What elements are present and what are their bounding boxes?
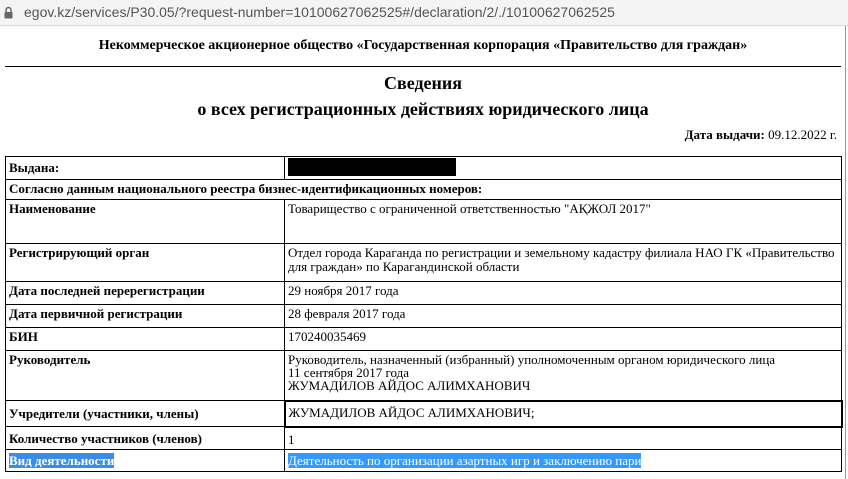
- row-value: ЖУМАДИЛОВ АЙДОС АЛИМХАНОВИЧ;: [285, 401, 842, 427]
- row-label: Наименование: [6, 200, 285, 244]
- declaration-document: [5, 26, 843, 479]
- row-label: Дата последней перерегистрации: [6, 282, 285, 305]
- row-value: 170240035469: [285, 328, 842, 351]
- issued-to-label: Выдана:: [6, 157, 285, 180]
- selected-text: Деятельность по организации азартных игр и заключению пари: [288, 452, 642, 468]
- row-value: 29 ноября 2017 года: [285, 282, 842, 305]
- organization-header: Некоммерческое акционерное общество «Государственная корпорация «Правительство для граждан»: [98, 38, 748, 53]
- registration-info-table: [5, 156, 843, 472]
- lock-icon: [4, 6, 13, 19]
- table-row: [6, 351, 842, 401]
- row-value: Товарищество с ограниченной ответственностью "АҚЖОЛ 2017": [285, 200, 842, 244]
- section-header: Согласно данным национального реестра бизнес-идентификационных номеров:: [6, 180, 842, 200]
- address-bar[interactable]: [0, 0, 848, 26]
- document-subtitle: о всех регистрационных действиях юридического лица: [197, 99, 649, 119]
- table-row: [6, 157, 842, 180]
- row-value: 28 февраля 2017 года: [285, 305, 842, 328]
- table-row: [6, 449, 842, 471]
- row-label: Руководитель: [6, 351, 285, 401]
- document-title: Сведения: [383, 73, 463, 93]
- manager-date: 11 сентября 2017 года: [288, 365, 410, 380]
- row-value: [285, 449, 842, 471]
- row-label: Регистрирующий орган: [6, 244, 285, 282]
- selected-text: Вид деятельности: [9, 452, 115, 468]
- redaction-bar: [288, 158, 456, 176]
- manager-name: ЖУМАДИЛОВ АЙДОС АЛИМХАНОВИЧ: [288, 378, 531, 393]
- table-row: [6, 200, 842, 244]
- issue-date: [685, 127, 837, 143]
- row-value: Отдел города Караганда по регистрации и земельному кадастру филиала НАО ГК «Правительство для граждан» по Карагандинской области: [285, 244, 842, 282]
- issue-date-value: 09.12.2022 г.: [768, 127, 837, 142]
- manager-role: Руководитель, назначенный (избранный) уполномоченным органом юридического лица: [288, 352, 776, 367]
- table-row: [6, 282, 842, 305]
- page-edge: [845, 26, 846, 479]
- table-row: [6, 305, 842, 328]
- row-label: Учредители (участники, члены): [6, 401, 285, 427]
- row-value: 1: [285, 427, 842, 450]
- table-row: [6, 427, 842, 450]
- url-text[interactable]: egov.kz/services/P30.05/?request-number=10100627062525#/declaration/2/./10100627062525: [24, 4, 615, 20]
- table-row: [6, 328, 842, 351]
- row-label: [6, 449, 285, 471]
- issued-to-value: [285, 157, 842, 180]
- table-row: [6, 244, 842, 282]
- row-label: БИН: [6, 328, 285, 351]
- issue-date-label: Дата выдачи:: [684, 127, 765, 142]
- header-divider: [5, 66, 841, 67]
- table-row: [6, 180, 842, 200]
- row-value: [285, 351, 842, 401]
- row-label: Количество участников (членов): [6, 427, 285, 450]
- table-row: [6, 401, 842, 427]
- row-label: Дата первичной регистрации: [6, 305, 285, 328]
